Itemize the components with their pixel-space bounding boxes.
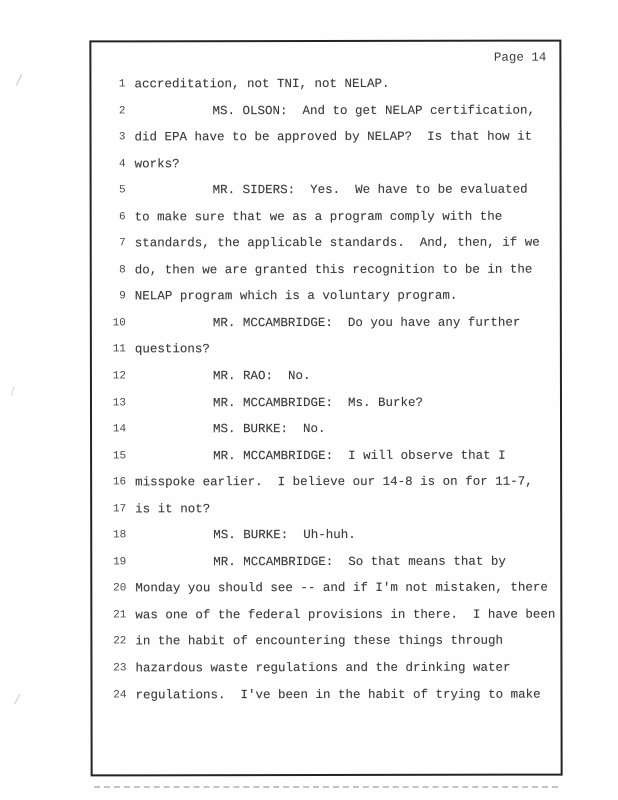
line-text: Monday you should see -- and if I'm not mistaken, there <box>135 581 548 596</box>
transcript-border-box <box>89 40 562 777</box>
scan-artifact <box>14 694 29 709</box>
line-text: misspoke earlier. I believe our 14-8 is on for 11-7, <box>135 474 533 490</box>
line-text: MR. MCCAMBRIDGE: So that means that by <box>213 554 506 570</box>
transcript-line <box>92 203 560 230</box>
line-number: 3 <box>118 131 126 144</box>
transcript-line <box>91 97 559 124</box>
transcript-line <box>91 71 559 98</box>
transcript-line <box>92 416 560 443</box>
line-number: 8 <box>119 264 126 277</box>
transcript-line <box>92 177 560 204</box>
line-text: hazardous waste regulations and the drinking water <box>135 660 511 676</box>
line-number: 24 <box>113 688 127 701</box>
line-text: MR. MCCAMBRIDGE: Ms. Burke? <box>212 395 424 410</box>
line-text: MR. MCCAMBRIDGE: I will observe that I <box>213 448 506 463</box>
transcript-line <box>92 628 560 655</box>
transcript-line <box>92 150 560 177</box>
line-text: MR. RAO: No. <box>212 369 311 384</box>
line-text: MR. SIDERS: Yes. We have to be evaluated <box>212 182 528 198</box>
transcript-line <box>92 495 560 522</box>
line-text: MS. BURKE: Uh-huh. <box>213 528 356 543</box>
line-number: 23 <box>113 662 127 675</box>
line-number: 21 <box>113 609 127 622</box>
line-text: questions? <box>134 342 210 357</box>
transcript-line <box>92 602 560 629</box>
transcript-line <box>92 655 560 682</box>
line-number: 14 <box>112 423 127 436</box>
scan-artifact <box>16 74 31 90</box>
line-text: regulations. I've been in the habit of trying to make <box>135 687 541 702</box>
line-number: 1 <box>118 78 126 91</box>
line-number: 17 <box>112 503 127 516</box>
transcript-line <box>92 522 560 549</box>
transcript-line <box>92 256 560 283</box>
transcript-line <box>92 469 560 496</box>
transcript-line <box>92 681 560 708</box>
line-number: 2 <box>118 104 126 117</box>
line-text: accreditation, not TNI, not NELAP. <box>134 76 390 92</box>
line-number: 12 <box>112 370 126 383</box>
transcript-line <box>92 283 560 310</box>
line-number: 19 <box>113 556 127 569</box>
line-number: 16 <box>112 476 127 489</box>
line-text: MS. BURKE: No. <box>213 422 326 437</box>
line-text: did EPA have to be approved by NELAP? Is that how it <box>134 129 533 145</box>
line-number: 7 <box>119 237 126 250</box>
line-number: 5 <box>119 184 126 197</box>
line-number: 11 <box>112 343 126 356</box>
line-number: 20 <box>113 582 127 595</box>
line-text: MR. MCCAMBRIDGE: Do you have any further <box>212 315 521 331</box>
transcript-line <box>92 363 560 390</box>
transcript-lines <box>91 71 560 709</box>
line-text: do, then we are granted this recognition to be in the <box>134 262 533 278</box>
line-number: 4 <box>118 157 126 171</box>
scan-artifact-bottom <box>94 786 558 788</box>
line-number: 6 <box>119 211 126 224</box>
transcript-line <box>92 548 560 575</box>
transcript-line <box>92 575 560 602</box>
page-number-label: Page 14 <box>493 50 547 65</box>
line-number: 22 <box>113 635 127 648</box>
line-number: 18 <box>113 529 127 542</box>
transcript-line <box>92 336 560 363</box>
transcript-line <box>92 124 560 151</box>
line-number: 9 <box>119 290 126 303</box>
line-text: was one of the federal provisions in there. I have been <box>135 607 556 623</box>
line-number: 13 <box>112 396 127 409</box>
line-text: to make sure that we as a program comply with the <box>134 209 503 225</box>
transcript-line <box>92 310 560 337</box>
scan-artifact <box>11 387 22 398</box>
line-text: is it not? <box>135 501 211 517</box>
transcript-line <box>92 230 560 257</box>
transcript-line <box>92 389 560 416</box>
line-text: standards, the applicable standards. And, then, if we <box>134 235 540 251</box>
line-text: NELAP program which is a voluntary program. <box>134 289 458 304</box>
line-number: 15 <box>112 450 127 463</box>
line-text: works? <box>134 156 180 171</box>
line-number: 10 <box>112 317 126 330</box>
line-text: MS. OLSON: And to get NELAP certification, <box>212 103 536 118</box>
line-text: in the habit of encountering these things through <box>135 634 503 649</box>
transcript-line <box>92 442 560 469</box>
